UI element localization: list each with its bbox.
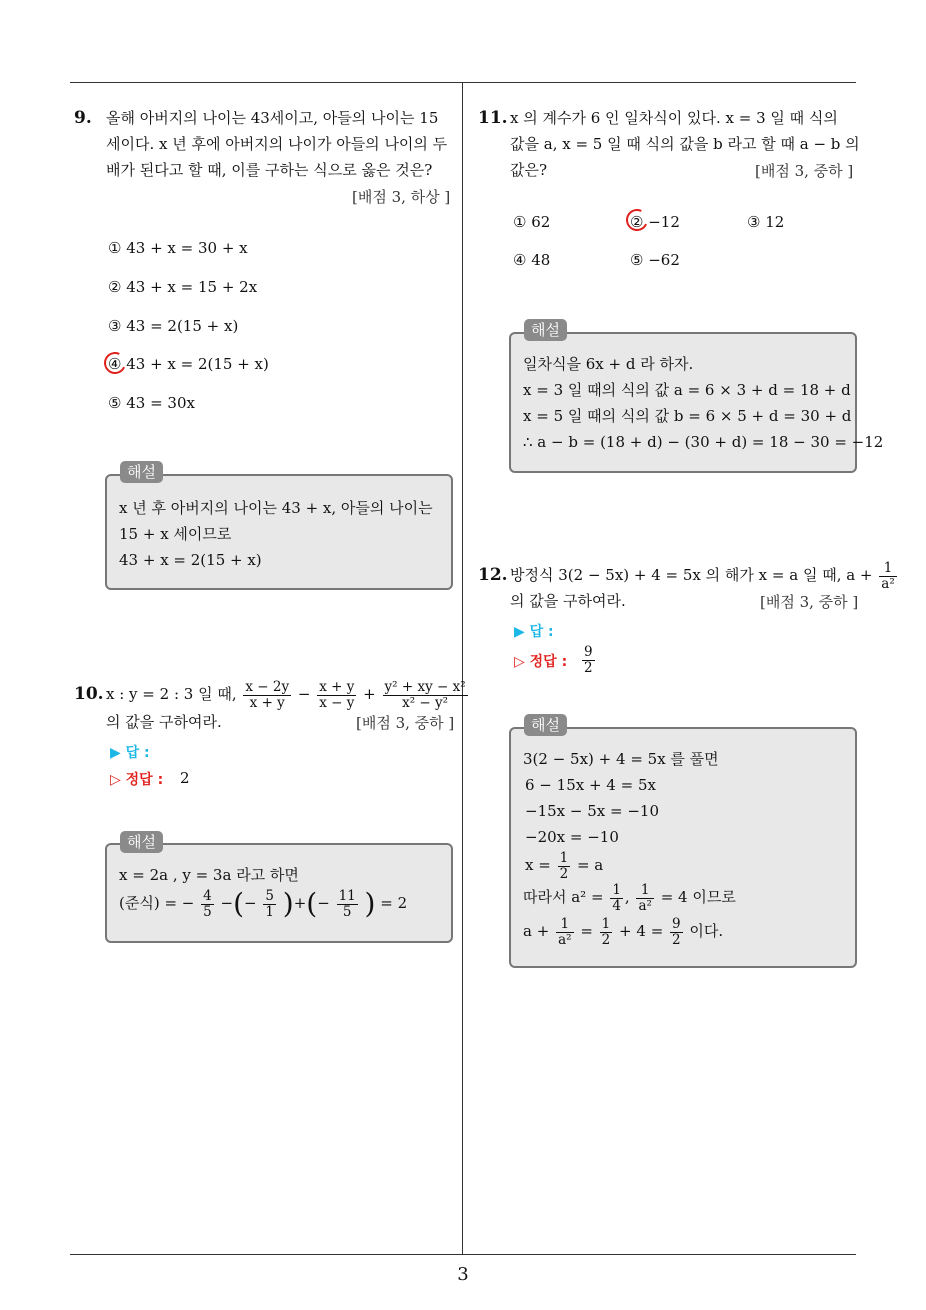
answer-input-label[interactable]: ▶ 답 : <box>110 745 150 761</box>
explanation-line: −20x = −10 <box>525 828 619 846</box>
fraction: $\frac{x - 2y}{x + y}$ <box>245 679 290 711</box>
score-tag: [배점 3, 중하 ] <box>760 593 859 611</box>
option-1[interactable]: ① 43 + x = 30 + x <box>108 239 248 257</box>
question-number: 10. <box>74 684 104 704</box>
option-2[interactable]: ② 43 + x = 15 + 2x <box>108 278 258 296</box>
question-text-line: 올해 아버지의 나이는 43세이고, 아들의 나이는 15 <box>106 109 439 127</box>
explanation-line: x = 5 일 때의 식의 값 b = 6 × 5 + d = 30 + d <box>523 407 852 425</box>
explanation-box <box>105 843 453 943</box>
question-lead: x : y = 2 : 3 일 때, <box>106 685 237 703</box>
question-text-line: x : y = 2 : 3 일 때, $\frac{x - 2y}{x + y}$ − $\frac{x + y}{x - y}$ + $\frac{\text{y² + xy − x²}}{\text{x² − y²}}$ <box>106 679 466 711</box>
explanation-label: 해설 <box>524 714 567 736</box>
score-tag: [배점 3, 중하 ] <box>356 714 455 732</box>
option-2[interactable]: ② −12 <box>630 213 680 231</box>
explanation-box <box>105 474 453 590</box>
question-text-line: 의 값을 구하여라. <box>106 713 222 731</box>
explanation-box <box>509 727 857 968</box>
question-text-line: 배가 된다고 할 때, 이를 구하는 식으로 옳은 것은? <box>106 161 433 179</box>
option-4[interactable]: ④ 48 <box>513 251 551 269</box>
fraction: $\frac{x + y}{x - y}$ <box>319 679 355 711</box>
column-divider <box>462 83 463 1254</box>
explanation-line: 따라서 a² = $\frac{1}{4}$ , $\frac{1}{\text{a²}}$ = 4 이므로 <box>523 882 736 914</box>
option-4[interactable]: ④ 43 + x = 2(15 + x) <box>108 355 269 373</box>
explanation-box <box>509 332 884 473</box>
explanation-line: x = 3 일 때의 식의 값 a = 6 × 3 + d = 18 + d <box>523 381 851 399</box>
question-text-line: 방정식 3(2 − 5x) + 4 = 5x 의 해가 x = a 일 때, a + $\frac{1}{\text{a²}}$ <box>510 560 895 592</box>
score-tag: [배점 3, 하상 ] <box>352 188 451 206</box>
explanation-label: 해설 <box>120 831 163 853</box>
question-text-line: x 의 계수가 6 인 일차식이 있다. x = 3 일 때 식의 <box>510 109 838 127</box>
explanation-line: −15x − 5x = −10 <box>525 802 659 820</box>
top-rule <box>70 82 856 83</box>
option-5[interactable]: ⑤ 43 = 30x <box>108 394 195 412</box>
explanation-line: a + $\frac{1}{\text{a²}}$ = $\frac{1}{2}$ + 4 = $\frac{9}{2}$ 이다. <box>523 916 724 948</box>
explanation-line: x = 2a , y = 3a 라고 하면 <box>119 866 299 884</box>
explanation-line: 43 + x = 2(15 + x) <box>119 551 262 569</box>
explanation-line: 15 + x 세이므로 <box>119 525 232 543</box>
bottom-rule <box>70 1254 856 1255</box>
correct-answer-value: $\frac{9}{2}$ <box>584 644 593 676</box>
explanation-line: 3(2 − 5x) + 4 = 5x 를 풀면 <box>523 750 719 768</box>
question-number: 9. <box>74 108 92 128</box>
explanation-line: x 년 후 아버지의 나이는 43 + x, 아들의 나이는 <box>119 499 433 517</box>
explanation-line: 6 − 15x + 4 = 5x <box>525 776 656 794</box>
explanation-line: (준식) = − $\frac{4}{5}$ −(− $\frac{5}{1}$ )+(− $\frac{11}{5}$ ) = 2 <box>119 887 408 920</box>
question-text-line: 의 값을 구하여라. <box>510 592 626 610</box>
correct-answer-value: 2 <box>180 769 190 787</box>
correct-answer-label: ▷ 정답 : <box>514 654 568 670</box>
question-number: 12. <box>478 565 508 585</box>
question-text-line: 값을 a, x = 5 일 때 식의 값을 b 라고 할 때 a − b 의 <box>510 135 860 153</box>
explanation-line: ∴ a − b = (18 + d) − (30 + d) = 18 − 30 = −12 <box>523 433 884 451</box>
question-number: 11. <box>478 108 508 128</box>
answer-input-label[interactable]: ▶ 답 : <box>514 624 554 640</box>
option-1[interactable]: ① 62 <box>513 213 551 231</box>
option-5[interactable]: ⑤ −62 <box>630 251 680 269</box>
fraction: $\frac{\text{y² + xy − x²}}{\text{x² − y²}}$ <box>384 679 466 711</box>
question-text-line: 값은? <box>510 161 548 179</box>
explanation-line: 일차식을 6x + d 라 하자. <box>523 355 694 373</box>
option-3[interactable]: ③ 43 = 2(15 + x) <box>108 317 239 335</box>
question-text-line: 세이다. x 년 후에 아버지의 나이가 아들의 나이의 두 <box>106 135 448 153</box>
page-number: 3 <box>457 1264 469 1285</box>
correct-answer-label: ▷ 정답 : <box>110 772 164 788</box>
explanation-label: 해설 <box>120 461 163 483</box>
explanation-line: x = $\frac{1}{2}$ = a <box>525 850 604 882</box>
explanation-label: 해설 <box>524 319 567 341</box>
option-3[interactable]: ③ 12 <box>747 213 785 231</box>
score-tag: [배점 3, 중하 ] <box>755 162 854 180</box>
